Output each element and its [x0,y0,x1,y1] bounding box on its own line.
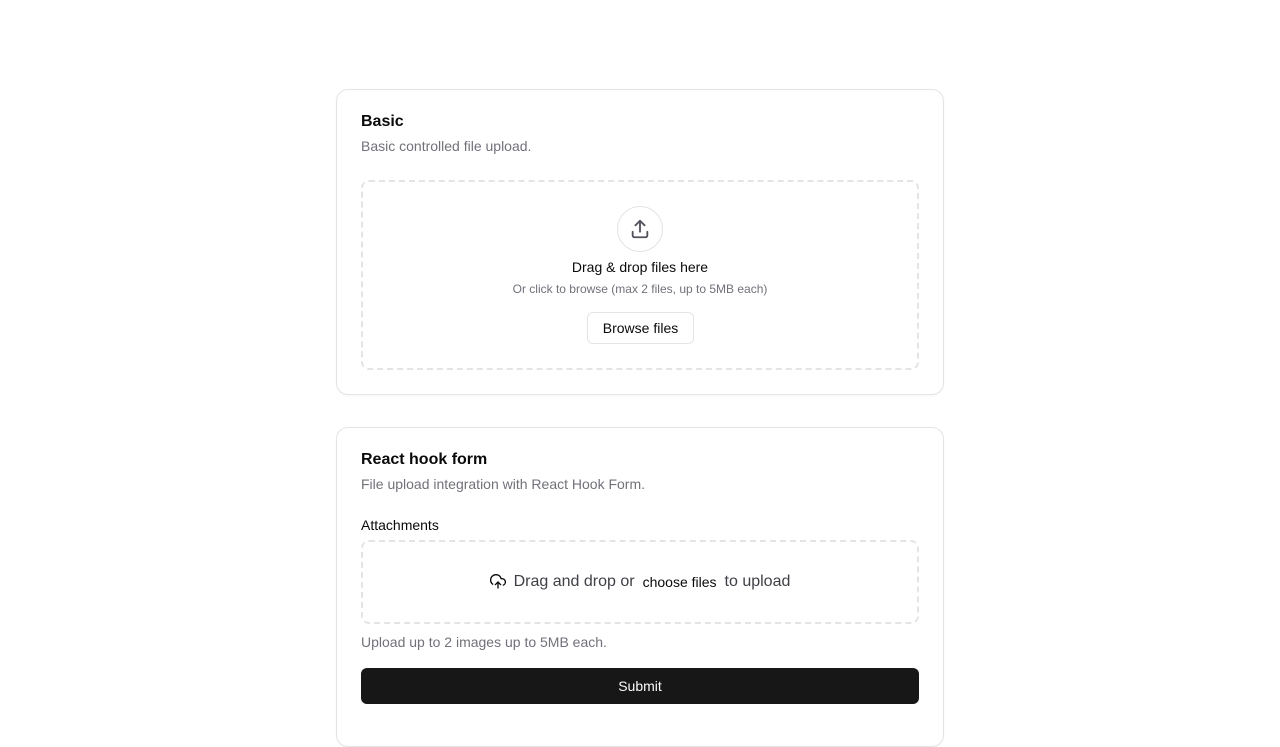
dropzone-title: Drag & drop files here [571,259,709,275]
rhf-card-title: React hook form [361,451,488,468]
browse-files-button[interactable]: Browse files [587,312,694,344]
submit-button[interactable]: Submit [361,668,919,704]
basic-card-description: Basic controlled file upload. [361,138,532,154]
basic-card-title: Basic [361,113,404,130]
attachments-label: Attachments [361,517,439,533]
upload-icon [617,206,663,252]
basic-dropzone[interactable] [361,180,919,370]
cloud-upload-icon [490,574,506,590]
attachments-helper-text: Upload up to 2 images up to 5MB each. [361,634,607,650]
dropzone-prefix-text: Drag and drop or [513,573,635,590]
attachments-dropzone[interactable] [361,540,919,624]
react-hook-form-card [336,427,944,747]
basic-card [336,89,944,395]
rhf-card-description: File upload integration with React Hook Form. [361,476,646,492]
choose-files-button[interactable]: choose files [635,574,725,590]
dropzone-subtitle: Or click to browse (max 2 files, up to 5MB each) [512,282,768,296]
dropzone-suffix-text: to upload [724,573,791,590]
